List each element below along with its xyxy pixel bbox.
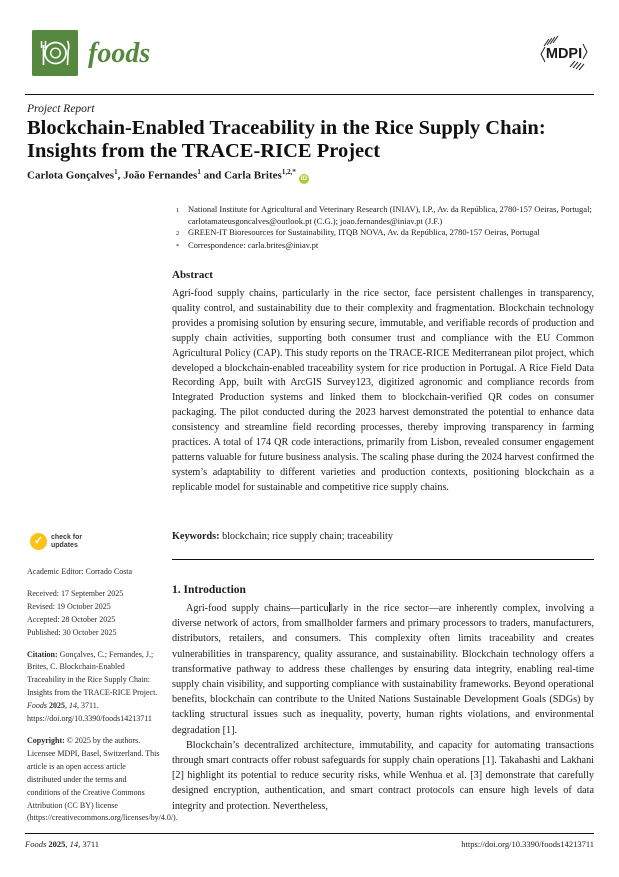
header-rule xyxy=(25,94,594,95)
article-type-label: Project Report xyxy=(27,103,95,115)
academic-editor: Academic Editor: Corrado Costa xyxy=(27,567,133,576)
footer-rule xyxy=(25,833,594,834)
footer-journal-reference: Foods 2025, 14, 3711 xyxy=(25,839,100,849)
keywords-text: blockchain; rice supply chain; traceability xyxy=(219,531,393,542)
author-affil-sup: 1 xyxy=(114,168,118,176)
article-info-sidebar xyxy=(27,566,178,825)
authors-line: Carlota Gonçalves$^1$, João Fernandes$^1$ and Carla Brites$^{1,2,*}$iD xyxy=(27,168,308,182)
citation-journal: Foods xyxy=(27,701,47,711)
accepted-date: Accepted: 28 October 2025 xyxy=(27,614,116,624)
foods-journal-logo-icon xyxy=(32,30,78,76)
revised-date: Revised: 19 October 2025 xyxy=(27,601,111,611)
copyright-block xyxy=(27,735,178,825)
citation-label: Citation: xyxy=(27,649,58,659)
author-affil-sup: 1,2,* xyxy=(281,168,296,176)
footer-doi-link[interactable]: https://doi.org/10.3390/foods14213711 xyxy=(461,839,594,849)
copyright-text: © 2025 by the authors. Licensee MDPI, Basel, Switzerland. This article is an open access article distributed under the terms and conditions of the Creative Commons Attribution (CC BY) license (https://creativecommons.org/licenses/by/4.0/). xyxy=(27,735,178,823)
correspondence-text: Correspondence: carla.brites@iniav.pt xyxy=(188,239,319,250)
abstract-heading: Abstract xyxy=(172,269,213,281)
affiliation-text: GREEN-IT Bioresources for Sustainability, ITQB NOVA, Av. da República, 2780-157 Oeiras, Portugal xyxy=(188,227,540,237)
mdpi-logo-text: MDPI xyxy=(545,46,583,62)
check-for-updates-badge[interactable] xyxy=(30,533,82,550)
affiliation-marker: 1 xyxy=(176,207,180,214)
author-name: João Fernandes xyxy=(123,169,198,182)
received-date: Received: 17 September 2025 xyxy=(27,588,124,598)
affiliation-marker: * xyxy=(176,242,180,250)
affiliations xyxy=(176,204,596,252)
check-icon: ✓ xyxy=(30,533,47,550)
copyright-label: Copyright: xyxy=(27,735,65,745)
affiliation-item xyxy=(176,227,596,240)
section-heading-introduction: 1. Introduction xyxy=(172,584,246,596)
abstract-text: Agri-food supply chains, particularly in the rice sector, face persistent challenges in transparency, quality control, and sustainability due to their complexity and fragmentation. Blockchain technology provides a promising solution by ensuring secure, immutable, and verifiable records of production and supply chain activities, supporting both consumer trust and compliance with the EU Common Agricultural Policy (CAP). This study reports on the TRACE-RICE Mediterranean pilot project, which developed a blockchain-enabled traceability system for rice production in Portugal. A Rice Field Data Recording App, built with ArcGIS Survey123, digitized agronomic and compliance records from Integrated Production systems and linked them to blockchain-verified QR codes on consumer packaging. The pilot conducted during the 2023 harvest demonstrated the potential to enhance data consistency and streamline field recording processes, thereby improving transparency in farming practices. A total of 174 QR code interactions, primarily from Lisbon, revealed consumer engagement patterns valuable for future business analysis. The scaling phase during the 2024 harvest confirmed the system’s adaptability to different varieties and production contexts, positioning blockchain as a replicable model for sustainable and competitive rice supply chains. xyxy=(172,288,594,493)
keywords-label: Keywords: xyxy=(172,531,220,542)
intro-paragraph-1: Agri-food supply chains—particularly in the rice sector—are inherently complex, involving a diverse network of actors, from smallholder farmers and primary processors to traders, manufacturers, distributors, retailers, and consumers. This complexity often limits traceability and creates vulnerabilities in transparency, quality assurance, and sustainability. Blockchain technology offers a transformative pathway to address these challenges by ensuring data integrity, enabling real-time supply chain visibility, and supporting compliance with sustainability frameworks. Beyond operational benefits, blockchain can contribute to the United Nations Sustainable Development Goals (SDGs) by tackling structural issues such as inequality, poverty, human rights violations, and environmental degradation [1]. xyxy=(172,603,594,736)
orcid-icon[interactable]: iD xyxy=(300,174,308,182)
author-name: Carlota Gonçalves xyxy=(27,169,115,182)
keywords-rule xyxy=(172,559,594,560)
published-date: Published: 30 October 2025 xyxy=(27,627,117,637)
author-name: Carla Brites xyxy=(224,169,282,182)
citation-doi: , 3711. https://doi.org/10.3390/foods14213711 xyxy=(27,701,152,724)
mdpi-logo xyxy=(536,34,592,72)
journal-name: foods xyxy=(88,38,151,69)
page-title: Blockchain-Enabled Traceability in the Rice Supply Chain: Insights from the TRACE-RICE Project xyxy=(27,117,546,162)
affiliation-text: National Institute for Agricultural and Veterinary Research (INIAV), I.P., Av. da República, 2780-157 Oeiras, Portugal; carlotamateusgoncalves@outlook.pt (C.G.); joao.fernandes@iniav.pt (J.F.) xyxy=(188,204,592,226)
citation-block: Citation: Gonçalves, C.; Fernandes, J.; Brites, C. Blockchain-Enabled Traceability in the Rice Supply Chain: Insights from the TRACE-RICE Project. Foods 2025, 14, 3711. https://doi.org/10.3390/foods14213711 xyxy=(27,649,158,724)
check-for-updates-label: check for updates xyxy=(51,533,83,549)
author-affil-sup: 1 xyxy=(197,168,201,176)
affiliation-item xyxy=(176,204,596,227)
affiliation-item xyxy=(176,240,596,253)
affiliation-marker: 2 xyxy=(176,230,180,237)
keywords-line xyxy=(172,531,594,542)
article-dates xyxy=(27,588,161,640)
intro-paragraph-2: Blockchain’s decentralized architecture, immutability, and capacity for automating transactions through smart contracts offer robust safeguards for supply chain operations [1]. Takahashi and Lakhani [2] highlight its potential to reduce security risks, while Wenhua et al. [3] demonstrate that carefully designed encryption, authentication, and smart contract protocols can ensure high levels of data integrity and protection. Nevertheless, xyxy=(172,739,594,812)
introduction-body xyxy=(172,601,594,814)
